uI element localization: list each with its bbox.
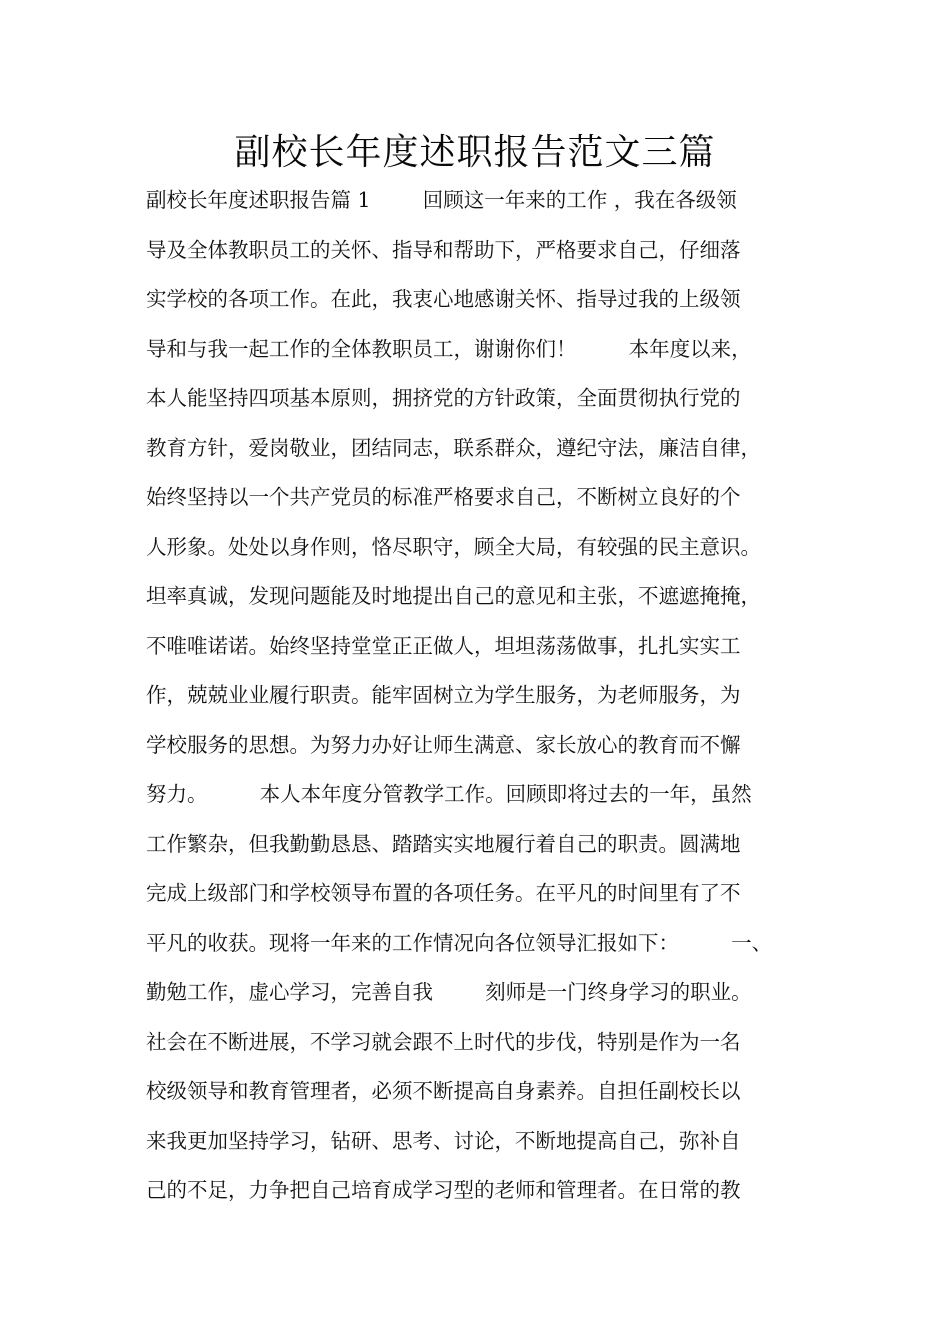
body-line: 平凡的收获。现将一年来的工作情况向各位领导汇报如下： 一、	[146, 930, 773, 955]
body-line: 始终坚持以一个共产党员的标准严格要求自己，不断树立良好的个	[146, 485, 741, 509]
body-line: 来我更加坚持学习，钻研、思考、讨论，不断地提高自己，弥补自	[146, 1128, 741, 1153]
document-body	[146, 176, 826, 1216]
body-line: 勤勉工作，虚心学习，完善自我 刻师是一门终身学习的职业。	[146, 980, 752, 1004]
body-line: 作，兢兢业业履行职责。能牢固树立为学生服务，为老师服务，为	[146, 683, 741, 707]
body-line: 工作繁杂，但我勤勤恳恳、踏踏实实地履行着自己的职责。圆满地	[146, 831, 741, 856]
body-line: 人形象。处处以身作则，恪尽职守，顾全大局，有较强的民主意识。	[146, 534, 761, 559]
body-line: 导及全体教职员工的关怀、指导和帮助下，严格要求自己，仔细落	[146, 237, 741, 262]
body-line: 教育方针，爱岗敬业，团结同志，联系群众，遵纪守法，廉洁自律，	[146, 435, 761, 460]
document-title: 副校长年度述职报告范文三篇	[234, 132, 716, 173]
body-line: 不唯唯诺诺。始终坚持堂堂正正做人，坦坦荡荡做事，扎扎实实工	[146, 633, 741, 658]
body-line: 努力。 本人本年度分管教学工作。回顾即将过去的一年，虽然	[146, 782, 752, 806]
body-line: 实学校的各项工作。在此，我衷心地感谢关怀、指导过我的上级领	[146, 287, 741, 311]
body-line: 完成上级部门和学校领导布置的各项任务。在平凡的时间里有了不	[146, 881, 741, 905]
body-line: 本人能坚持四项基本原则，拥挤党的方针政策，全面贯彻执行党的	[146, 386, 741, 410]
body-line: 副校长年度述职报告篇 1 回顾这一年来的工作 ，我在各级领	[146, 188, 737, 212]
body-line: 导和与我一起工作的全体教职员工，谢谢你们！ 本年度以来，	[146, 336, 752, 361]
body-line: 己的不足，力争把自己培育成学习型的老师和管理者。在日常的教	[146, 1178, 741, 1202]
body-line: 校级领导和教育管理者，必须不断提高自身素养。自担任副校长以	[146, 1079, 741, 1103]
body-line: 社会在不断进展，不学习就会跟不上时代的步伐，特别是作为一名	[146, 1029, 741, 1054]
body-line: 学校服务的思想。为努力办好让师生满意、家长放心的教育而不懈	[146, 732, 741, 757]
body-line: 坦率真诚，发现问题能及时地提出自己的意见和主张，不遮遮掩掩，	[146, 584, 761, 608]
